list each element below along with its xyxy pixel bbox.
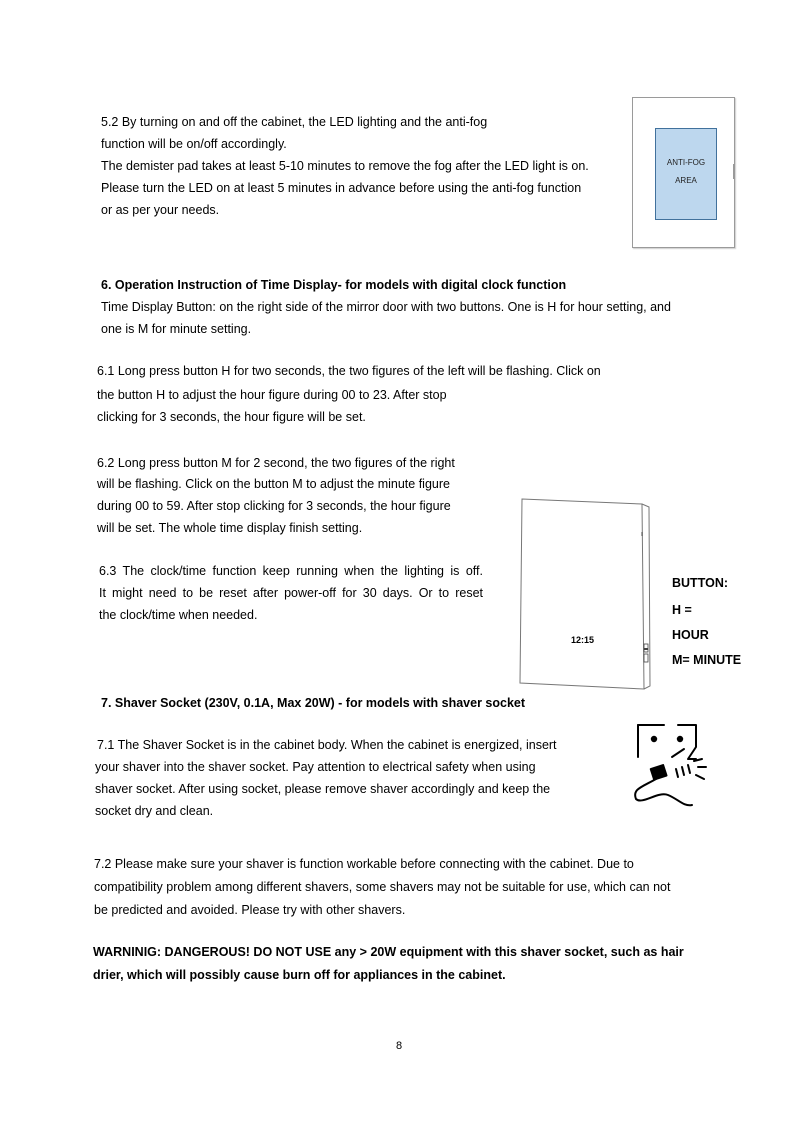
clock-display: 12:15 xyxy=(571,635,595,645)
s6-intro-line-1: Time Display Button: on the right side of the mirror door with two buttons. One is H for hour setting, and xyxy=(101,300,671,314)
anti-fog-label: ANTI-FOG xyxy=(666,158,706,167)
button-label: BUTTON: xyxy=(672,576,729,590)
s71-line-3: shaver socket. After using socket, please remove shaver accordingly and keep the xyxy=(95,782,551,796)
s61-line-3: clicking for 3 seconds, the hour figure will be set. xyxy=(97,410,366,424)
s52-line-5: or as per your needs. xyxy=(101,203,220,217)
hour-key-label: H = xyxy=(672,603,692,617)
section-7-heading: 7. Shaver Socket (230V, 0.1A, Max 20W) - for models with shaver socket xyxy=(101,696,526,710)
s72-line-1: 7.2 Please make sure your shaver is function workable before connecting with the cabinet. Due to xyxy=(94,857,634,871)
page-number: 8 xyxy=(396,1040,403,1052)
hour-label: HOUR xyxy=(672,628,709,642)
anti-fog-area xyxy=(655,128,717,220)
warning-line-1: WARNINIG: DANGEROUS! DO NOT USE any > 20W equipment with this shaver socket, such as hair xyxy=(93,945,684,959)
s62-line-1: 6.2 Long press button M for 2 second, the two figures of the right xyxy=(97,456,455,470)
s6-intro-line-2: one is M for minute setting. xyxy=(101,322,252,336)
warning-line-2: drier, which will possibly cause burn off for appliances in the cabinet. xyxy=(93,968,506,982)
s61-line-1: 6.1 Long press button H for two seconds, the two figures of the left will be flashing. Click on xyxy=(97,364,601,378)
s71-line-4: socket dry and clean. xyxy=(95,804,214,818)
minute-label: M= MINUTE xyxy=(672,653,742,667)
s52-line-3: The demister pad takes at least 5-10 minutes to remove the fog after the LED light is on. xyxy=(101,159,589,173)
s62-line-3: during 00 to 59. After stop clicking for 3 seconds, the hour figure xyxy=(97,499,451,513)
s62-line-2: will be flashing. Click on the button M to adjust the minute figure xyxy=(97,477,450,491)
anti-fog-mirror-figure xyxy=(632,97,735,248)
s63-line-3: the clock/time when needed. xyxy=(99,608,258,622)
s63-line-1: 6.3 The clock/time function keep running when the lighting is off. xyxy=(99,564,483,578)
s61-line-2: the button H to adjust the hour figure during 00 to 23. After stop xyxy=(97,388,447,402)
shaver-face-icon xyxy=(628,717,720,809)
section-6-heading: 6. Operation Instruction of Time Display- for models with digital clock function xyxy=(101,278,567,292)
s71-line-1: 7.1 The Shaver Socket is in the cabinet body. When the cabinet is energized, insert xyxy=(97,738,557,752)
cabinet-clock-figure xyxy=(518,496,654,694)
cabinet-door xyxy=(520,499,644,689)
s71-line-2: your shaver into the shaver socket. Pay attention to electrical safety when using xyxy=(95,760,536,774)
s63-line-2: It might need to be reset after power-off for 30 days. Or to reset xyxy=(99,586,483,600)
minute-button-icon xyxy=(644,654,648,662)
s72-line-2: compatibility problem among different shavers, some shavers may not be suitable for use, which can not xyxy=(94,880,671,894)
s62-line-4: will be set. The whole time display finish setting. xyxy=(97,521,363,535)
s52-line-4: Please turn the LED on at least 5 minutes in advance before using the anti-fog function xyxy=(101,181,582,195)
s52-line-1: 5.2 By turning on and off the cabinet, the LED lighting and the anti-fog xyxy=(101,115,488,129)
s52-line-2: function will be on/off accordingly. xyxy=(101,137,287,151)
area-label: AREA xyxy=(675,176,697,185)
s72-line-3: be predicted and avoided. Please try with other shavers. xyxy=(94,903,406,917)
